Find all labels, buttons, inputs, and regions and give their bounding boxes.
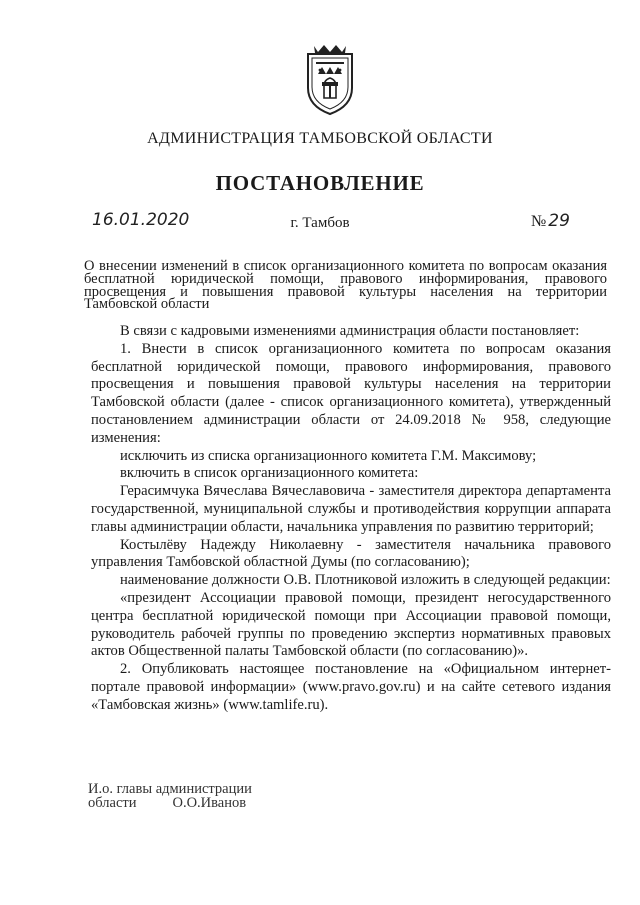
signatory-position-line2: области <box>88 795 137 811</box>
organization-title: АДМИНИСТРАЦИЯ ТАМБОВСКОЙ ОБЛАСТИ <box>147 130 493 147</box>
body-paragraph: Герасимчука Вячеслава Вячеславовича - заместителя директора департамента государственной, муниципальной службы и противодействия коррупции аппарата главы администрации области, начальника управления по развитию территорий; <box>91 483 611 535</box>
body-paragraph: включить в список организационного комитета: <box>120 465 419 482</box>
body-paragraph: «президент Ассоциации правовой помощи, президент негосударственного центра бесплатной юридической помощи при Ассоциации правовой помощи, руководитель рабочей группы по проведению экспертиз нормативных правовых актов Общественной палаты Тамбовской области (по согласованию)». <box>91 589 611 660</box>
body-paragraph: исключить из списка организационного комитета Г.М. Максимову; <box>120 447 537 464</box>
signature-block <box>88 782 252 810</box>
number-sign: № <box>531 213 547 230</box>
body-paragraph: В связи с кадровыми изменениями администрация области постановляет: <box>120 323 580 339</box>
signatory-name: О.О.Иванов <box>172 795 247 811</box>
document-city: г. Тамбов <box>290 215 350 231</box>
number-value: 29 <box>548 211 570 231</box>
body-paragraph: 2. Опубликовать настоящее постановление на «Официальном интернет-портале правовой информации» (www.pravo.gov.ru) и на сайте сетевого издания «Тамбовская жизнь» (www.tamlife.ru). <box>91 661 611 713</box>
tambov-coat-of-arms-icon <box>300 40 360 120</box>
document-subject: О внесении изменений в список организационного комитета по вопросам оказания бесплатной юридической помощи, правового информирования, правового просвещения и повышения правовой культуры населения на территории Тамбовской области <box>84 258 607 313</box>
body-paragraph: наименование должности О.В. Плотниковой изложить в следующей редакции: <box>120 572 611 589</box>
document-type-heading: ПОСТАНОВЛЕНИЕ <box>215 171 425 195</box>
document-date: 16.01.2020 <box>92 210 190 230</box>
signatory-position: И.о. главы администрации <box>88 781 252 797</box>
body-paragraph: 1. Внести в список организационного комитета по вопросам оказания бесплатной юридической помощи, правового информирования, правового просвещения и повышения правовой культуры населения на территории Тамбовской области (далее - список организационного комитета), утвержденный постановлением администрации области от 24.09.2018 № 958, следующие изменения: <box>91 340 611 446</box>
document-body <box>91 323 611 715</box>
body-paragraph: Костылёву Надежду Николаевну - заместителя начальника правового управления Тамбовской областной Думы (по согласованию); <box>91 536 611 571</box>
document-number <box>531 211 570 231</box>
